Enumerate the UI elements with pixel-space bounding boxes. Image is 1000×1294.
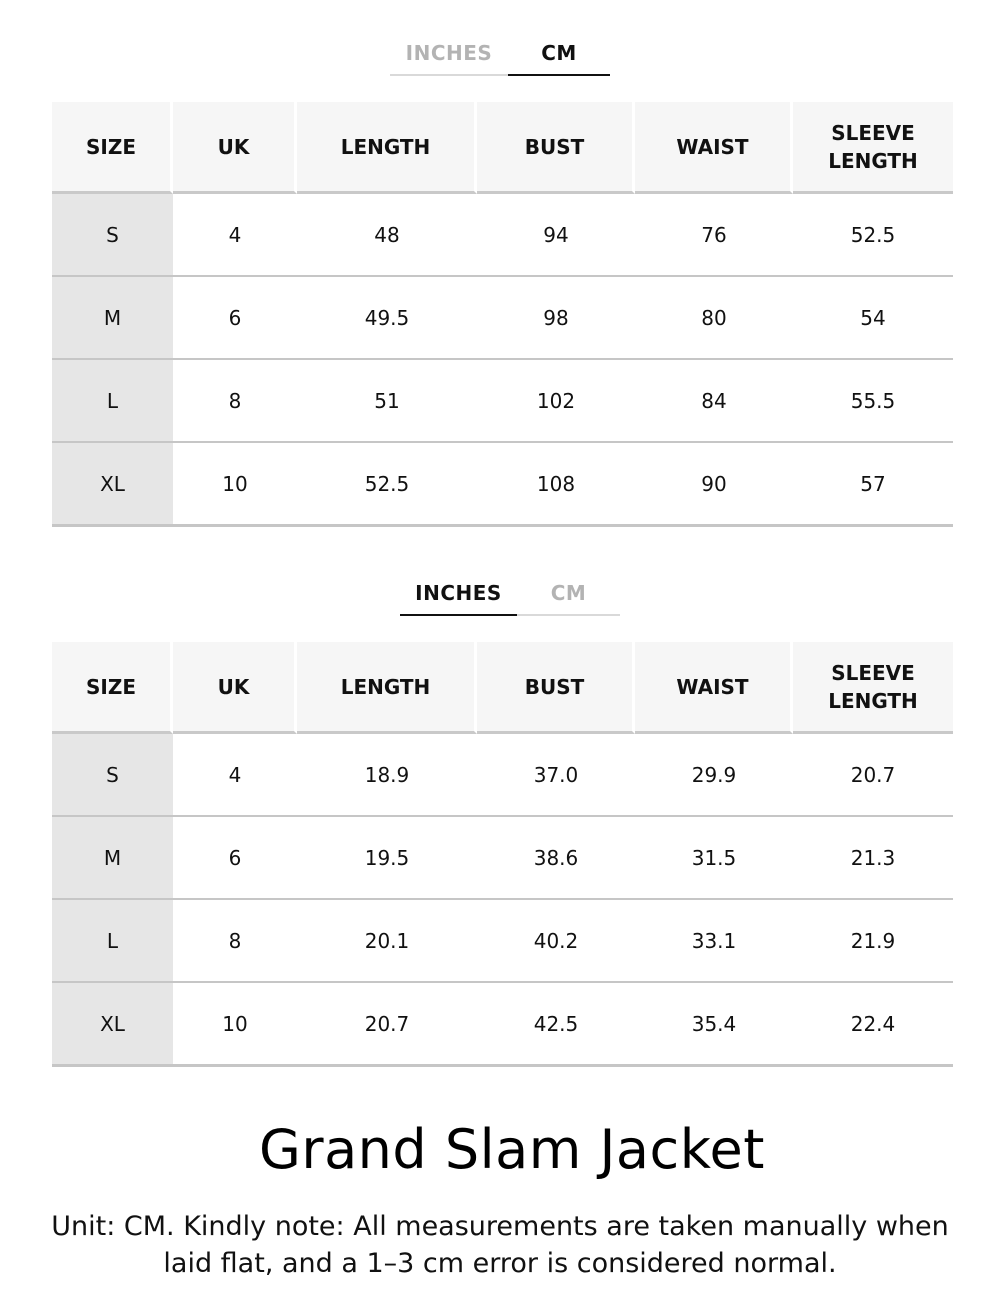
sleeve-length-cell: 52.5	[793, 194, 953, 277]
column-header-sleeve-length: SLEEVE LENGTH	[793, 642, 953, 734]
sleeve-length-cell: 57	[793, 443, 953, 527]
column-header-waist: WAIST	[635, 642, 793, 734]
tab-inches[interactable]: INCHES	[400, 576, 517, 616]
bust-cell: 42.5	[477, 983, 635, 1067]
table-row	[52, 983, 953, 1067]
table-row	[52, 277, 953, 360]
table-row	[52, 900, 953, 983]
length-cell: 18.9	[297, 734, 477, 817]
size-chart-cm-table	[52, 102, 953, 527]
bust-cell: 38.6	[477, 817, 635, 900]
bust-cell: 98	[477, 277, 635, 360]
waist-cell: 84	[635, 360, 793, 443]
unit-tabs-inches-chart	[400, 576, 620, 616]
size-chart-inches-table	[52, 642, 953, 1067]
length-cell: 51	[297, 360, 477, 443]
column-header-length: LENGTH	[297, 642, 477, 734]
tab-cm[interactable]: CM	[517, 576, 620, 616]
uk-cell: 10	[173, 983, 297, 1067]
uk-cell: 8	[173, 360, 297, 443]
length-cell: 49.5	[297, 277, 477, 360]
column-header-uk: UK	[173, 642, 297, 734]
column-header-uk: UK	[173, 102, 297, 194]
column-header-size: SIZE	[52, 642, 173, 734]
table-row	[52, 734, 953, 817]
table-header-row	[52, 642, 953, 734]
bust-cell: 94	[477, 194, 635, 277]
size-cell: S	[52, 734, 173, 817]
column-header-sleeve-length: SLEEVE LENGTH	[793, 102, 953, 194]
sleeve-length-cell: 21.3	[793, 817, 953, 900]
length-cell: 20.1	[297, 900, 477, 983]
waist-cell: 90	[635, 443, 793, 527]
bust-cell: 102	[477, 360, 635, 443]
sleeve-length-cell: 54	[793, 277, 953, 360]
uk-cell: 8	[173, 900, 297, 983]
waist-cell: 76	[635, 194, 793, 277]
sleeve-length-cell: 20.7	[793, 734, 953, 817]
uk-cell: 4	[173, 194, 297, 277]
column-header-waist: WAIST	[635, 102, 793, 194]
size-cell: XL	[52, 983, 173, 1067]
bust-cell: 37.0	[477, 734, 635, 817]
table-row	[52, 817, 953, 900]
table-header-row	[52, 102, 953, 194]
waist-cell: 31.5	[635, 817, 793, 900]
unit-tabs-cm-chart	[390, 36, 610, 76]
bust-cell: 108	[477, 443, 635, 527]
size-cell: XL	[52, 443, 173, 527]
sleeve-length-cell: 22.4	[793, 983, 953, 1067]
waist-cell: 33.1	[635, 900, 793, 983]
sleeve-length-cell: 21.9	[793, 900, 953, 983]
size-cell: M	[52, 277, 173, 360]
size-cell: M	[52, 817, 173, 900]
size-cell: L	[52, 900, 173, 983]
sleeve-length-cell: 55.5	[793, 360, 953, 443]
measurement-note: Unit: CM. Kindly note: All measurements are taken manually when laid flat, and a 1–3 cm error is considered normal.	[51, 1211, 949, 1279]
waist-cell: 29.9	[635, 734, 793, 817]
length-cell: 48	[297, 194, 477, 277]
size-cell: L	[52, 360, 173, 443]
uk-cell: 4	[173, 734, 297, 817]
tab-inches[interactable]: INCHES	[390, 36, 508, 76]
bust-cell: 40.2	[477, 900, 635, 983]
tab-cm[interactable]: CM	[508, 36, 610, 76]
waist-cell: 35.4	[635, 983, 793, 1067]
uk-cell: 10	[173, 443, 297, 527]
column-header-size: SIZE	[52, 102, 173, 194]
column-header-length: LENGTH	[297, 102, 477, 194]
column-header-bust: BUST	[477, 642, 635, 734]
size-cell: S	[52, 194, 173, 277]
table-row	[52, 360, 953, 443]
length-cell: 52.5	[297, 443, 477, 527]
product-title: Grand Slam Jacket	[259, 1118, 765, 1181]
table-row	[52, 443, 953, 527]
length-cell: 19.5	[297, 817, 477, 900]
length-cell: 20.7	[297, 983, 477, 1067]
column-header-bust: BUST	[477, 102, 635, 194]
uk-cell: 6	[173, 277, 297, 360]
uk-cell: 6	[173, 817, 297, 900]
waist-cell: 80	[635, 277, 793, 360]
table-row	[52, 194, 953, 277]
